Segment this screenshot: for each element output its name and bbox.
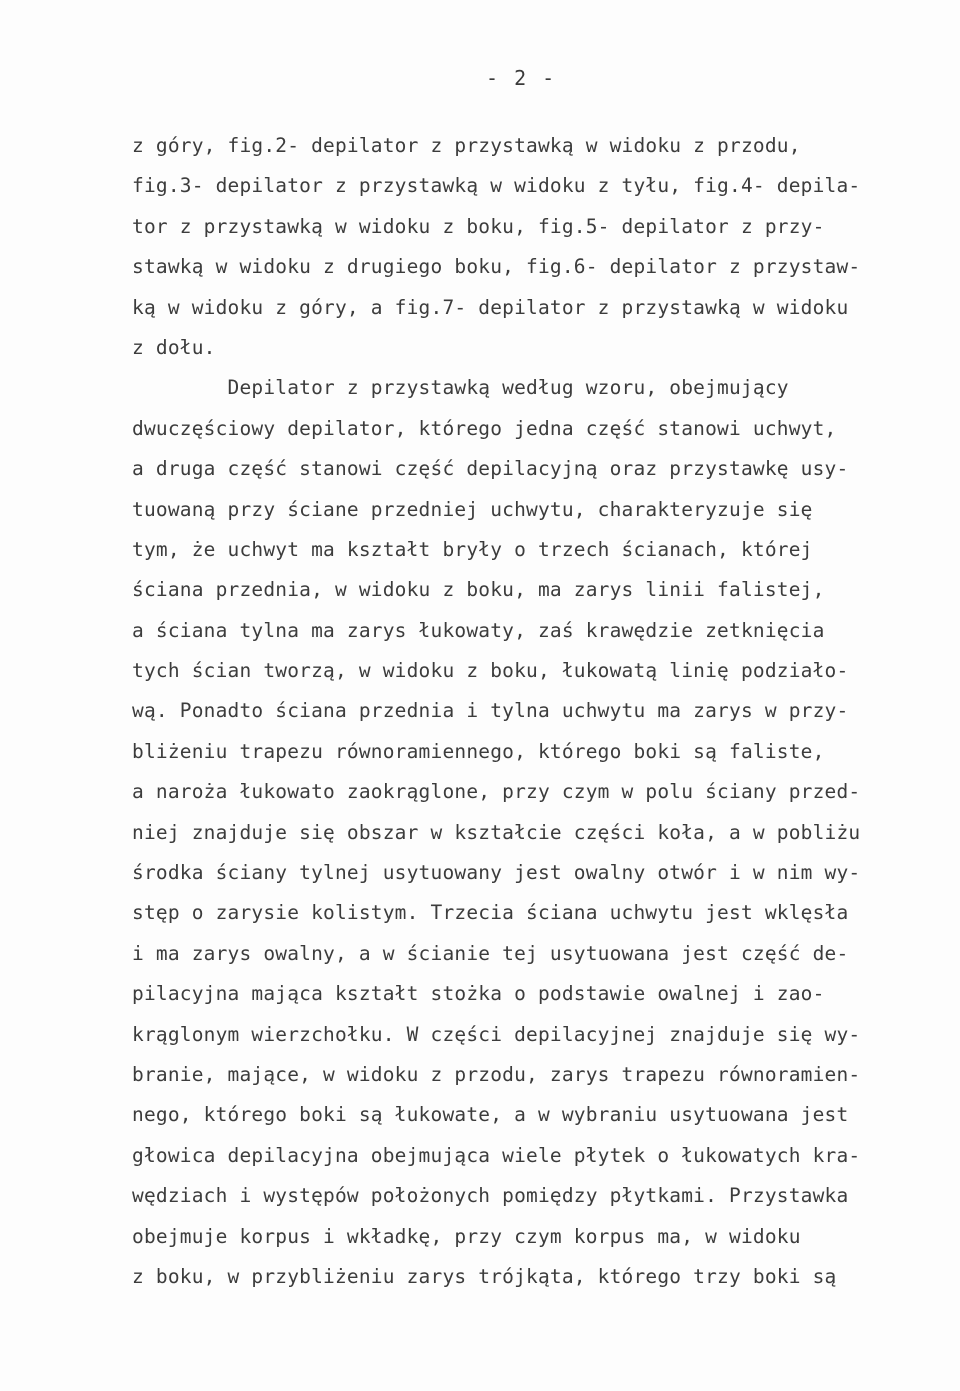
text-line: ściana przednia, w widoku z boku, ma zarys linii falistej,	[132, 578, 825, 602]
text-line: i ma zarys owalny, a w ścianie tej usytuowana jest część de-	[132, 941, 849, 965]
text-line: branie, mające, w widoku z przodu, zarys trapezu równoramien-	[132, 1062, 861, 1086]
text-line: głowica depilacyjna obejmująca wiele płytek o łukowatych kra-	[132, 1143, 861, 1167]
text-line: a druga część stanowi część depilacyjną oraz przystawkę usy-	[132, 457, 849, 481]
text-line: a naroża łukowato zaokrąglone, przy czym w polu ściany przed-	[132, 780, 861, 804]
text-line: tuowaną przy ściane przedniej uchwytu, charakteryzuje się	[132, 497, 813, 521]
text-line: stawką w widoku z drugiego boku, fig.6- depilator z przystaw-	[132, 255, 861, 279]
text-line: pilacyjna mająca kształt stożka o podstawie owalnej i zao-	[132, 982, 825, 1006]
text-line: nego, którego boki są łukowate, a w wybraniu usytuowana jest	[132, 1103, 849, 1127]
text-line: tor z przystawką w widoku z boku, fig.5- depilator z przy-	[132, 214, 825, 238]
text-line: tych ścian tworzą, w widoku z boku, łukowatą linię podziało-	[132, 659, 849, 683]
text-line: środka ściany tylnej usytuowany jest owalny otwór i w nim wy-	[132, 861, 861, 885]
text-line: niej znajduje się obszar w kształcie części koła, a w pobliżu	[132, 820, 861, 844]
text-body	[132, 126, 912, 1297]
text-line: wędziach i występów położonych pomiędzy płytkami. Przystawka	[132, 1184, 849, 1208]
text-line: z góry, fig.2- depilator z przystawką w widoku z przodu,	[132, 134, 801, 157]
text-line: fig.3- depilator z przystawką w widoku z tyłu, fig.4- depila-	[132, 174, 861, 198]
text-line: dwuczęściowy depilator, którego jedna część stanowi uchwyt,	[132, 416, 837, 440]
text-line: ką w widoku z góry, a fig.7- depilator z przystawką w widoku	[132, 295, 849, 319]
text-line: Depilator z przystawką według wzoru, obejmujący	[132, 376, 789, 400]
text-line: stęp o zarysie kolistym. Trzecia ściana uchwytu jest wklęsła	[132, 901, 849, 925]
text-line: krąglonym wierzchołku. W części depilacyjnej znajduje się wy-	[132, 1022, 861, 1046]
text-line: bliżeniu trapezu równoramiennego, którego boki są faliste,	[132, 739, 825, 763]
text-line: a ściana tylna ma zarys łukowaty, zaś krawędzie zetknięcia	[132, 618, 825, 642]
page-number: - 2 -	[486, 66, 557, 90]
text-line: wą. Ponadto ściana przednia i tylna uchwytu ma zarys w przy-	[132, 699, 849, 723]
text-line: tym, że uchwyt ma kształt bryły o trzech ścianach, której	[132, 537, 813, 561]
text-line: z dołu.	[132, 335, 216, 359]
text-line: obejmuje korpus i wkładkę, przy czym korpus ma, w widoku	[132, 1224, 801, 1248]
text-line: z boku, w przybliżeniu zarys trójkąta, którego trzy boki są	[132, 1264, 837, 1288]
